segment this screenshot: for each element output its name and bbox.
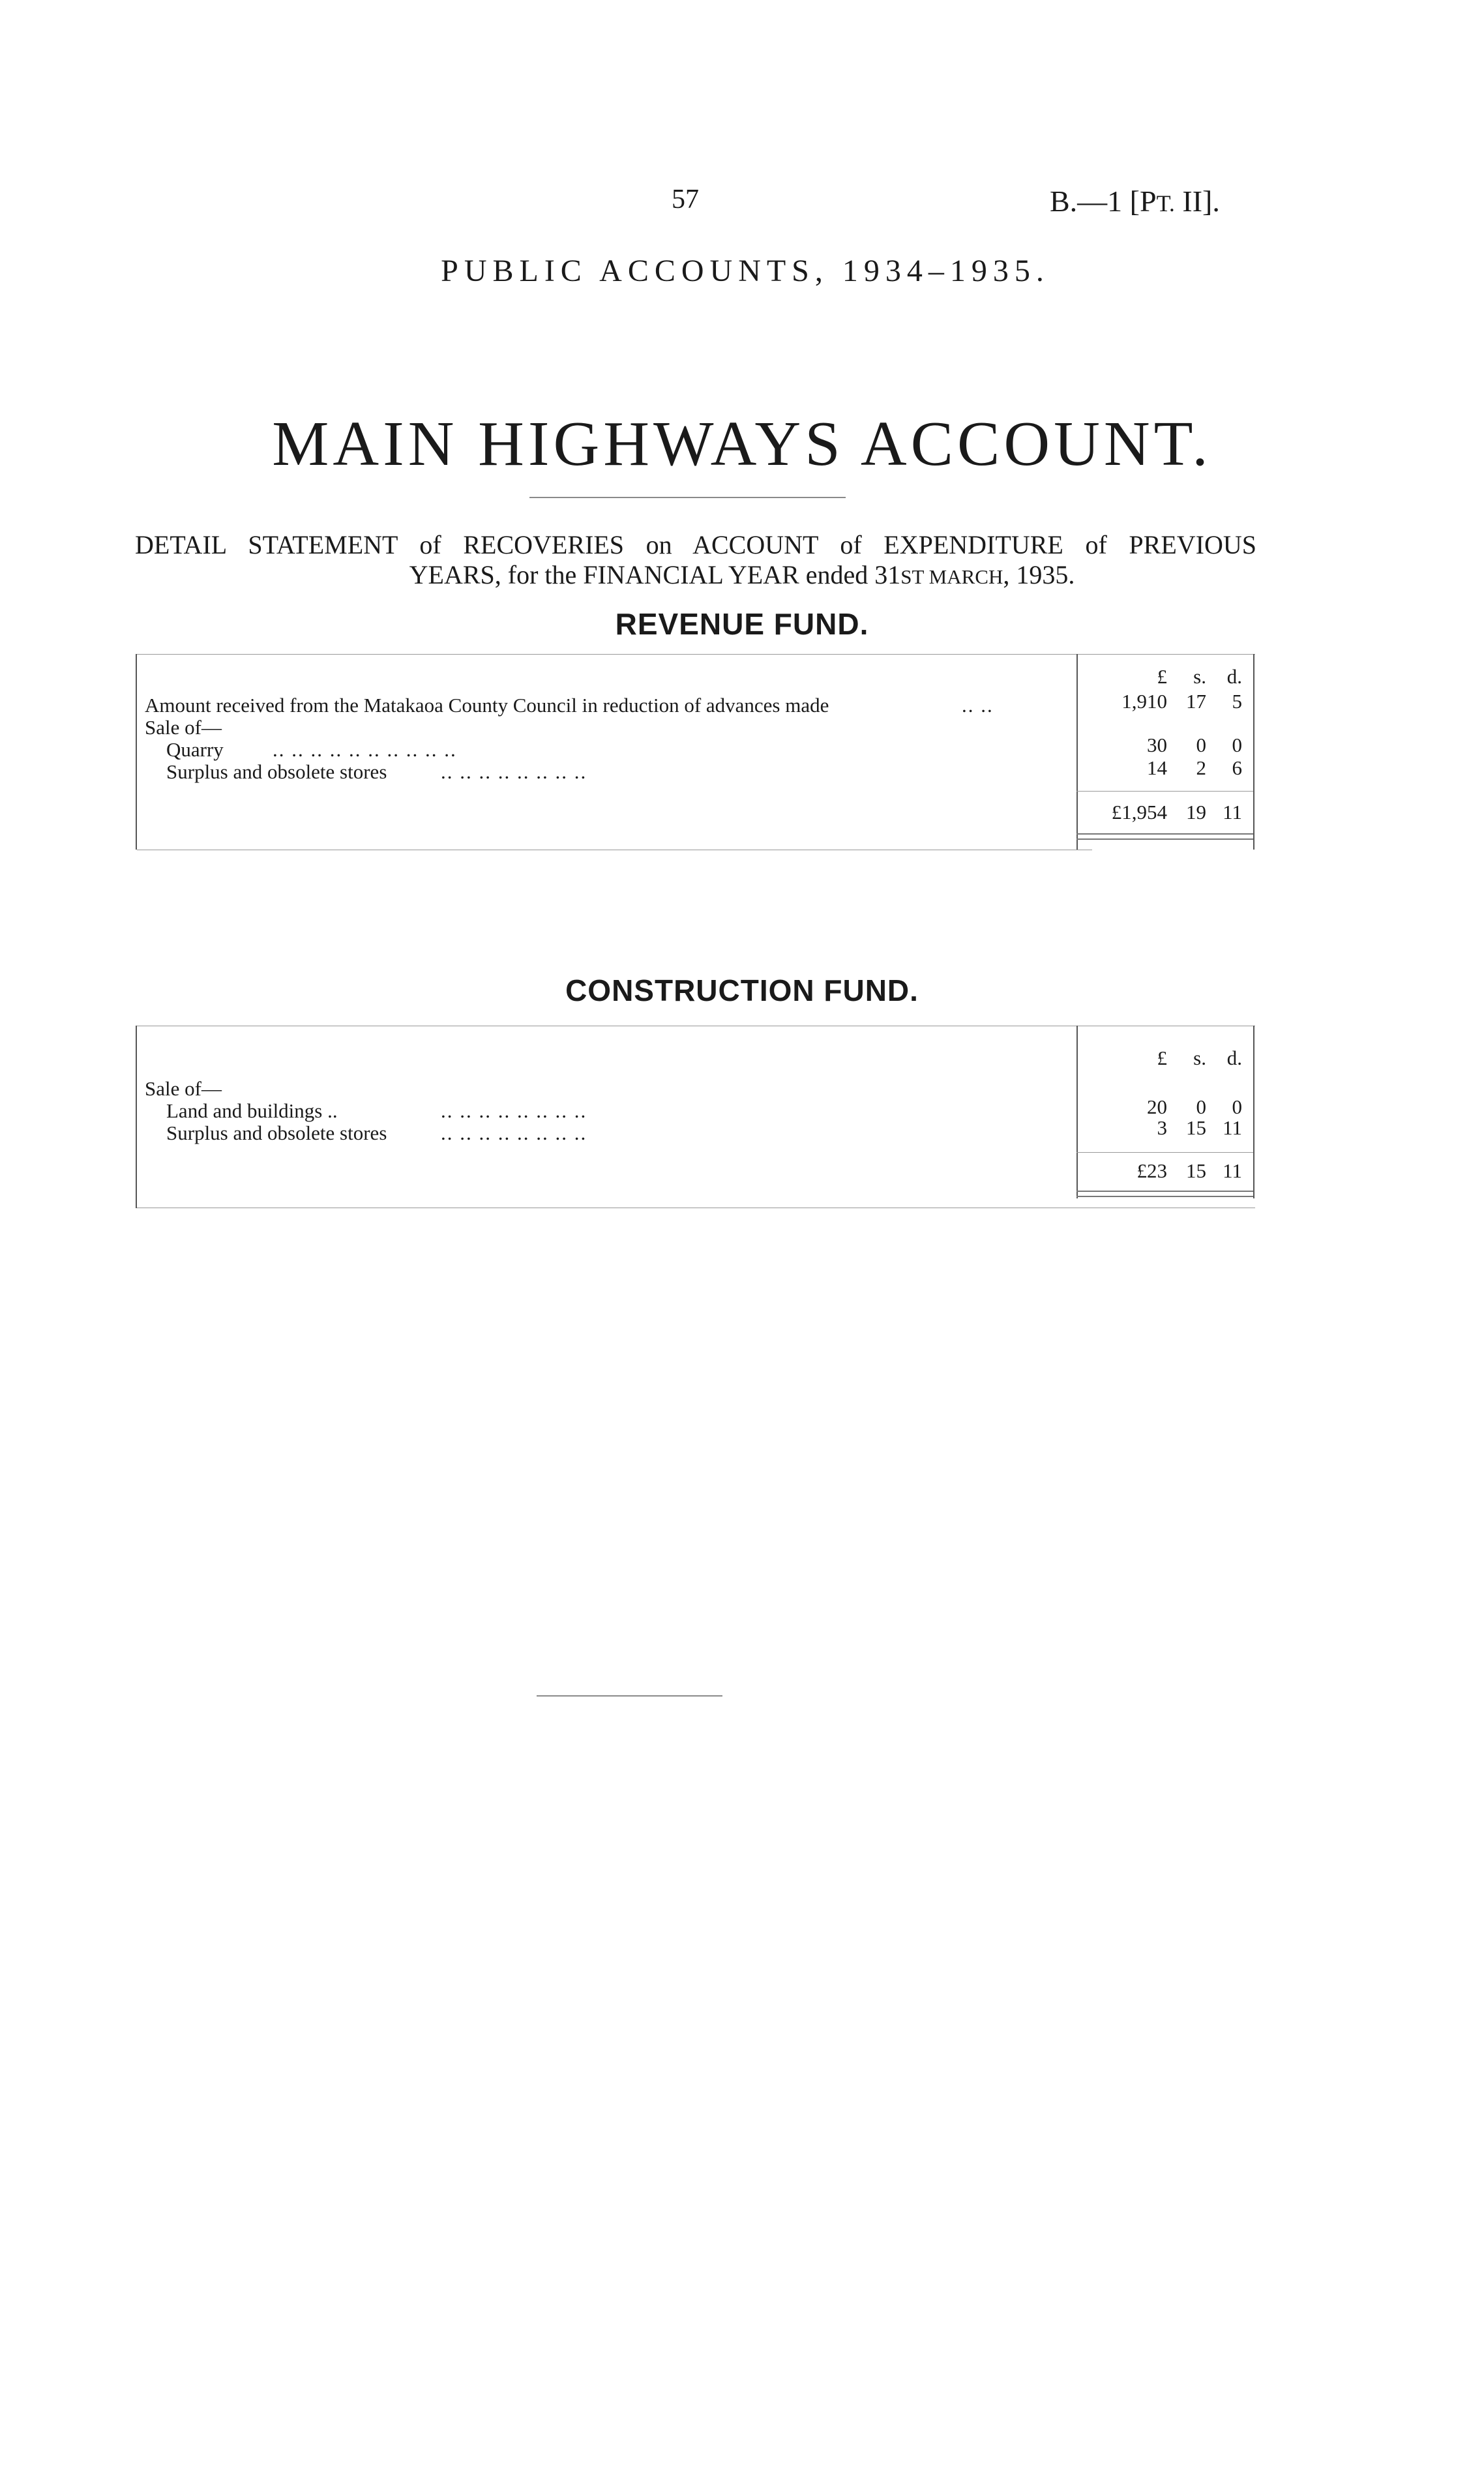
pounds-value: 3 — [1157, 1116, 1167, 1139]
table-row-amount — [1092, 1116, 1242, 1140]
statement-line-2 — [0, 559, 1484, 590]
subtotal-rule — [1076, 791, 1253, 792]
total-double-rule-bottom — [1076, 838, 1253, 840]
total-shillings: 15 — [1186, 1159, 1206, 1182]
page-title: MAIN HIGHWAYS ACCOUNT. — [272, 409, 1212, 479]
leader-dots: .. .. .. .. .. .. .. .. .. .. — [273, 738, 457, 761]
table-row-amount — [1092, 690, 1242, 713]
table-row-label: Amount received from the Matakaoa County Council in reduction of advances made — [145, 694, 829, 717]
table-row-label: Sale of— — [145, 1077, 222, 1100]
total-double-rule-bottom — [1076, 1196, 1253, 1197]
pounds-value: 20 — [1147, 1095, 1167, 1118]
closing-divider — [537, 1695, 722, 1697]
pounds-value: 14 — [1147, 756, 1167, 779]
total-shillings: 19 — [1186, 801, 1206, 823]
pence-value: 6 — [1232, 756, 1242, 779]
leader-dots: .. .. — [962, 694, 994, 717]
total-pence: 11 — [1223, 801, 1242, 823]
statement-year: , 1935. — [1003, 560, 1075, 589]
leader-dots: .. .. .. .. .. .. .. .. — [441, 1121, 587, 1144]
statement-month: MARCH — [923, 565, 1003, 588]
table-total — [1092, 1159, 1242, 1183]
ref-smallcaps: T. — [1156, 190, 1175, 216]
ref-prefix: B.—1 [P — [1050, 185, 1157, 218]
leader-dots: .. .. .. .. .. .. .. .. — [441, 1099, 587, 1122]
shillings-value: 0 — [1196, 734, 1206, 756]
shillings-header: s. — [1193, 1046, 1206, 1069]
statement-ordinal: ST — [900, 565, 924, 588]
shillings-header: s. — [1193, 665, 1206, 688]
currency-header — [1092, 1046, 1242, 1070]
pence-value: 0 — [1232, 734, 1242, 756]
total-pounds: £1,954 — [1111, 801, 1167, 823]
shillings-value: 2 — [1196, 756, 1206, 779]
table-column-rule — [1076, 654, 1078, 850]
total-double-rule-top — [1076, 1191, 1253, 1192]
pence-header: d. — [1226, 665, 1242, 688]
subtotal-rule — [1076, 1152, 1253, 1153]
table-right-rule — [1253, 654, 1254, 850]
pence-header: d. — [1226, 1046, 1242, 1069]
ref-suffix: II]. — [1174, 185, 1220, 218]
running-header: PUBLIC ACCOUNTS, 1934–1935. — [441, 254, 1050, 288]
construction-fund-heading: CONSTRUCTION FUND. — [565, 973, 919, 1007]
shillings-value: 15 — [1186, 1116, 1206, 1139]
table-row-amount — [1092, 756, 1242, 780]
table-row-label: Land and buildings .. — [166, 1099, 338, 1122]
table-left-rule — [136, 654, 137, 850]
table-right-rule — [1253, 1026, 1254, 1198]
shillings-value: 0 — [1196, 1095, 1206, 1118]
table-column-rule — [1076, 1026, 1078, 1198]
statement-text: YEARS, for the FINANCIAL YEAR ended 31 — [409, 560, 901, 589]
pence-value: 11 — [1223, 1116, 1242, 1139]
currency-header — [1092, 665, 1242, 689]
leader-dots: .. .. .. .. .. .. .. .. — [441, 760, 587, 783]
table-total — [1092, 801, 1242, 824]
table-row-label: Surplus and obsolete stores — [166, 1121, 387, 1144]
table-top-rule — [137, 654, 1255, 655]
pence-value: 0 — [1232, 1095, 1242, 1118]
statement-line-1: DETAIL STATEMENT of RECOVERIES on ACCOUNT of EXPENDITURE of PREVIOUS — [135, 530, 1256, 559]
total-pence: 11 — [1223, 1159, 1242, 1182]
shillings-value: 17 — [1186, 690, 1206, 713]
pounds-value: 30 — [1147, 734, 1167, 756]
total-double-rule-top — [1076, 833, 1253, 835]
page-number: 57 — [672, 185, 699, 215]
document-reference — [1050, 184, 1220, 218]
table-row-label: Quarry — [166, 738, 224, 761]
pounds-value: 1,910 — [1121, 690, 1167, 713]
pounds-header: £ — [1157, 665, 1167, 688]
title-divider — [529, 497, 846, 498]
table-row-label: Surplus and obsolete stores — [166, 760, 387, 783]
table-row-label: Sale of— — [145, 716, 222, 739]
table-row-amount — [1092, 1095, 1242, 1119]
total-pounds: £23 — [1136, 1159, 1167, 1182]
pounds-header: £ — [1157, 1046, 1167, 1069]
revenue-fund-heading: REVENUE FUND. — [615, 607, 869, 641]
table-left-rule — [136, 1026, 137, 1208]
table-row-amount — [1092, 734, 1242, 757]
pence-value: 5 — [1232, 690, 1242, 713]
